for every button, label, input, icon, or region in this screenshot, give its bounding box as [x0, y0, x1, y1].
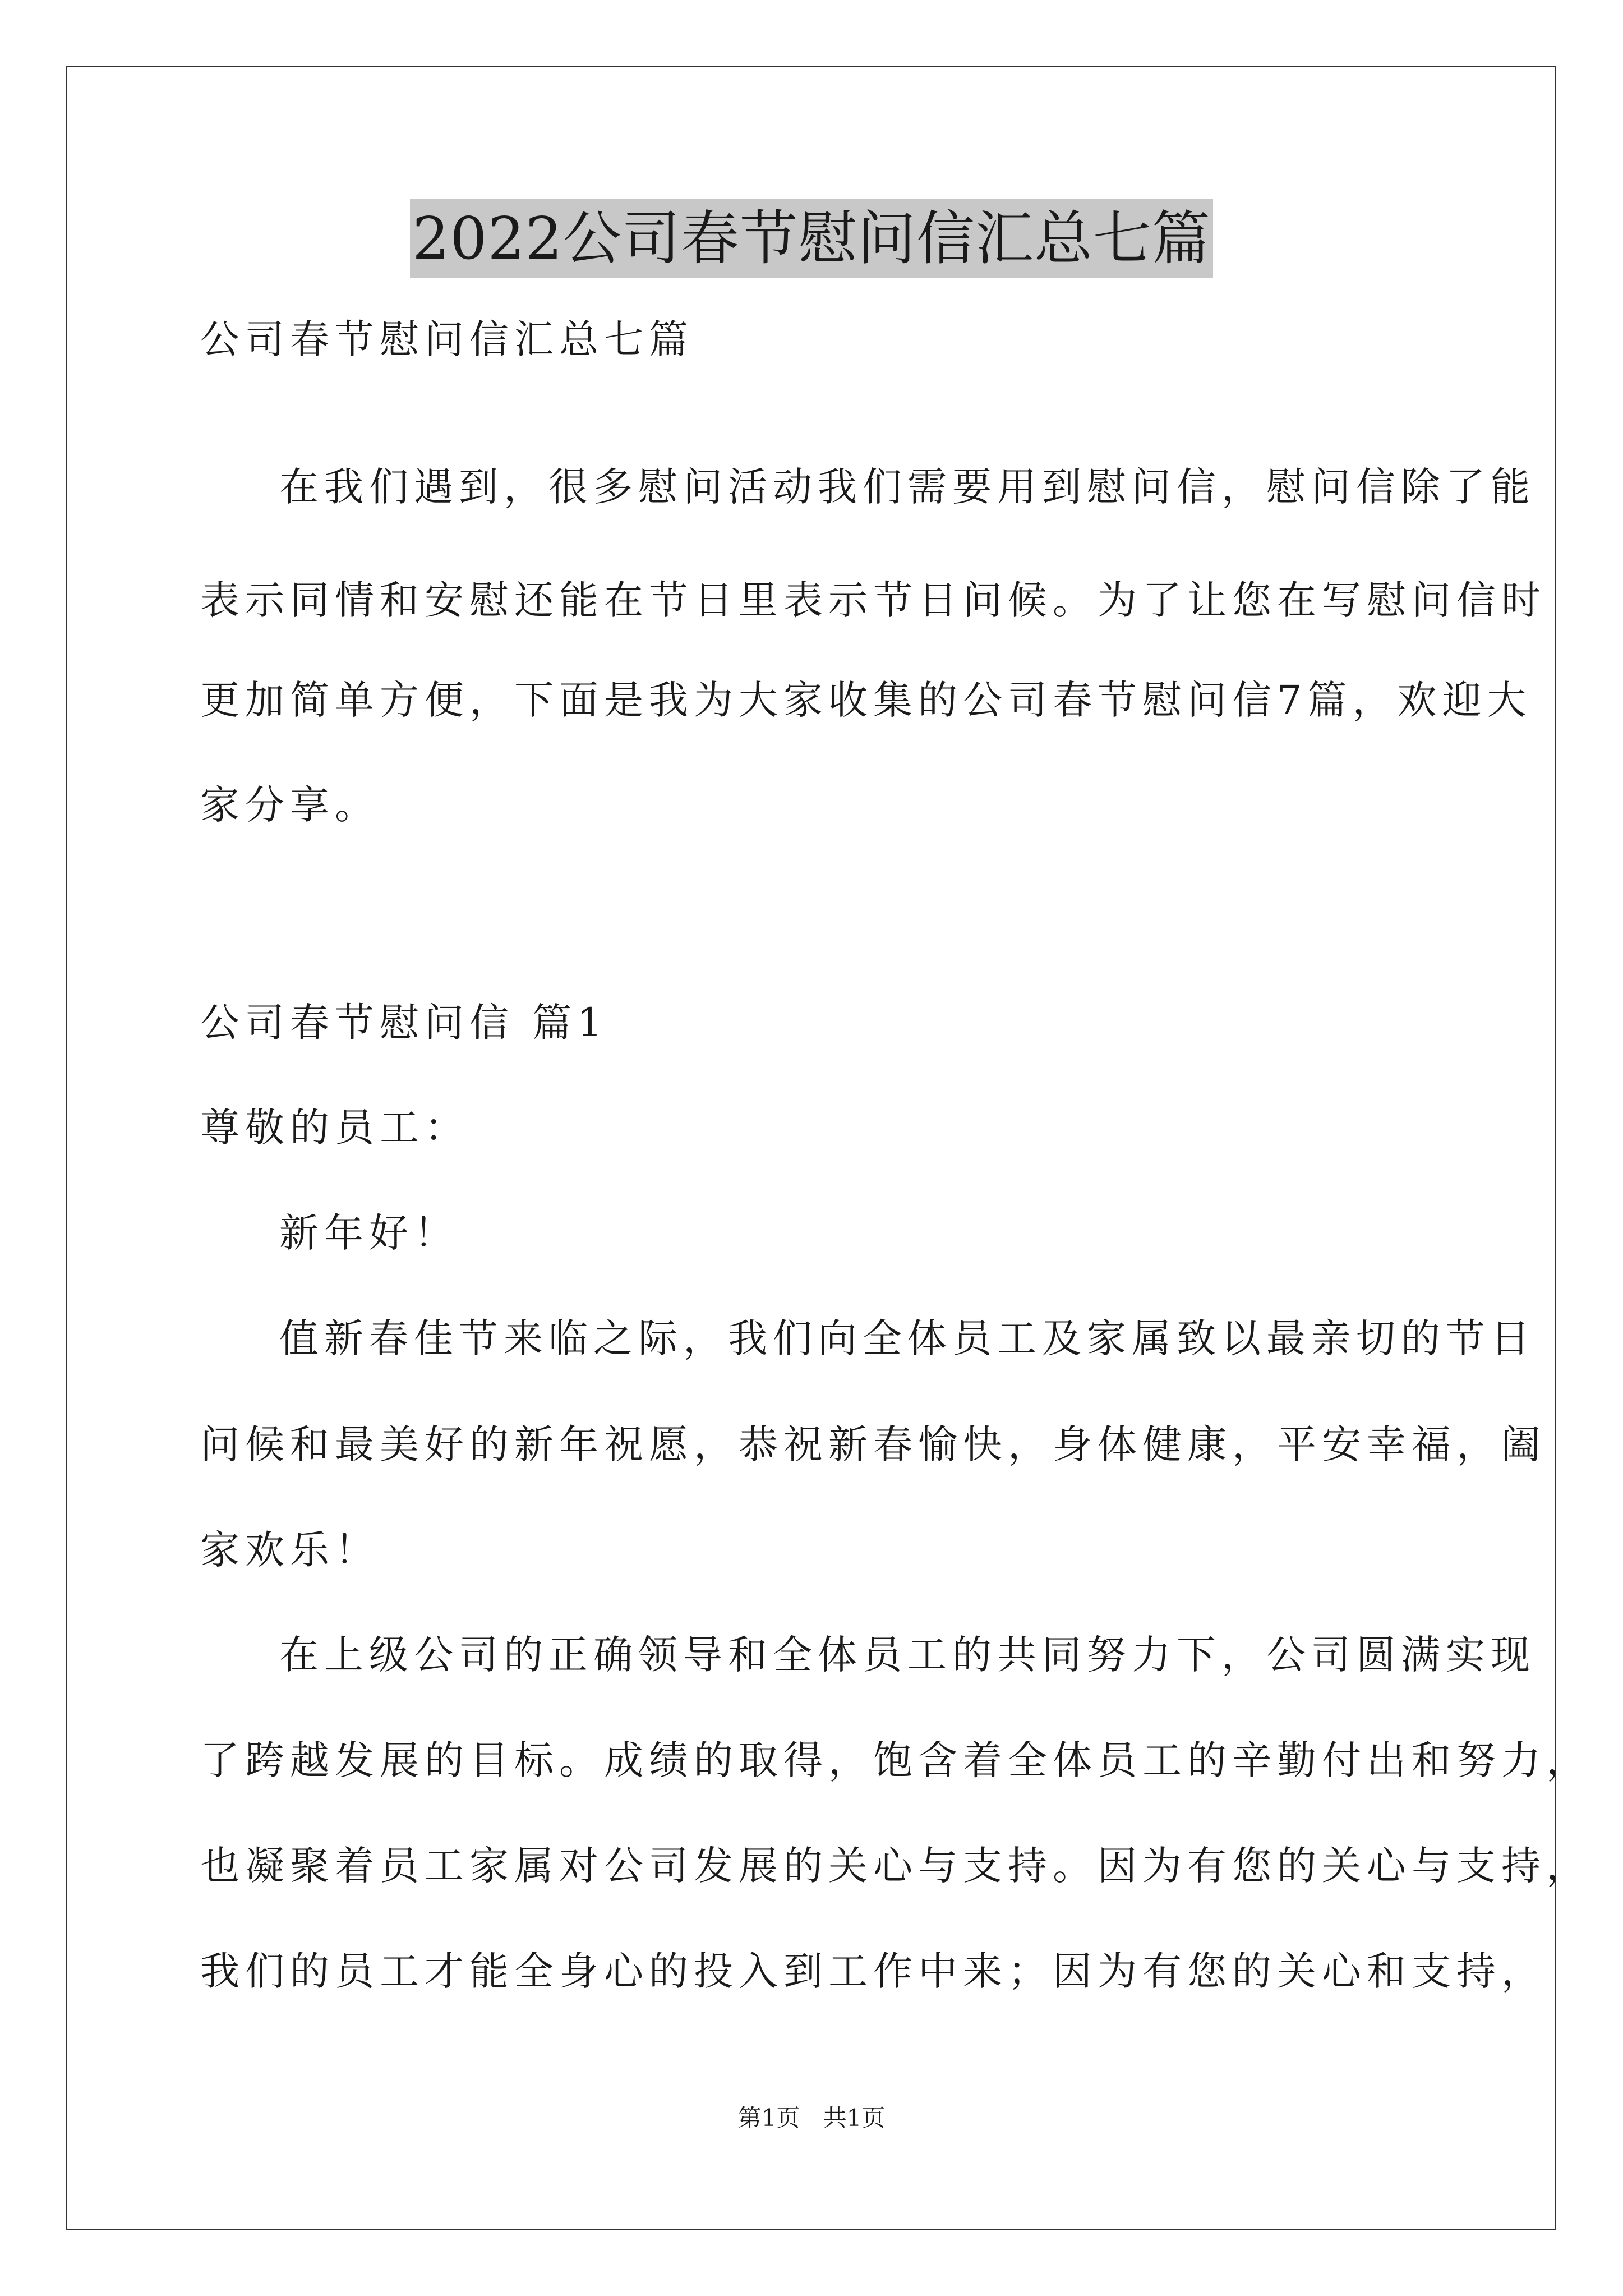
body-line: 了跨越发展的目标。成绩的取得，饱含着全体员工的辛勤付出和努力， [200, 1737, 1591, 1783]
body-line: 家分享。 [200, 782, 380, 828]
title-container [0, 199, 1623, 278]
body-line: 问候和最美好的新年祝愿，恭祝新春愉快，身体健康，平安幸福，阖 [200, 1421, 1546, 1467]
body-line: 值新春佳节来临之际，我们向全体员工及家属致以最亲切的节日 [279, 1315, 1536, 1361]
page-total: 共1页 [823, 2104, 886, 2132]
section-heading: 公司春节慰问信 篇1 [200, 1000, 608, 1046]
body-line: 更加简单方便，下面是我为大家收集的公司春节慰问信7篇，欢迎大 [200, 677, 1532, 723]
salutation: 尊敬的员工： [200, 1105, 469, 1151]
document-title: 2022公司春节慰问信汇总七篇 [410, 199, 1213, 278]
page-footer [0, 2102, 1623, 2134]
page-number: 第1页 [737, 2104, 800, 2132]
subtitle-line: 公司春节慰问信汇总七篇 [200, 316, 694, 362]
body-line: 我们的员工才能全身心的投入到工作中来；因为有您的关心和支持， [200, 1948, 1546, 1994]
body-line: 在我们遇到，很多慰问活动我们需要用到慰问信，慰问信除了能 [279, 464, 1536, 510]
body-line: 表示同情和安慰还能在节日里表示节日问候。为了让您在写慰问信时 [200, 577, 1546, 623]
body-line: 也凝聚着员工家属对公司发展的关心与支持。因为有您的关心与支持， [200, 1843, 1591, 1889]
greeting: 新年好！ [279, 1210, 459, 1256]
body-line: 在上级公司的正确领导和全体员工的共同努力下，公司圆满实现 [279, 1632, 1536, 1678]
body-line: 家欢乐！ [200, 1527, 380, 1573]
